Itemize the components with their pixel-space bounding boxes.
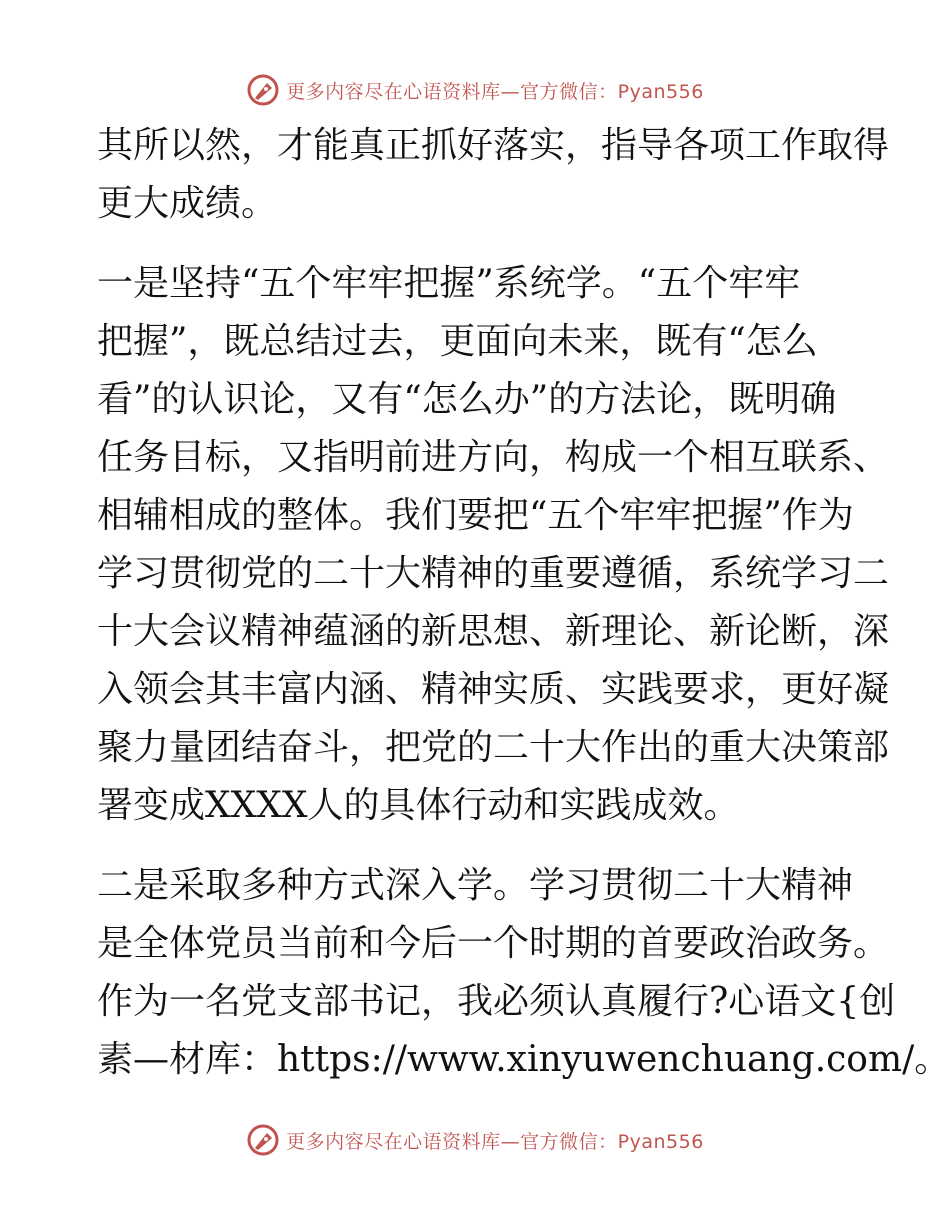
footer-watermark xyxy=(0,1120,950,1160)
watermark-text: 更多内容尽在心语资料库—官方微信：Pyan556 xyxy=(286,80,704,103)
fountain-pen-nib-in-circle-icon xyxy=(246,1123,280,1157)
paragraph-point-one xyxy=(97,255,890,835)
text-line: 二是采取多种方式深入学。学习贯彻二十大精神 xyxy=(97,865,854,906)
text-line: 入领会其丰富内涵、精神实质、实践要求，更好凝 xyxy=(97,669,890,710)
paragraph-intro-continuation xyxy=(97,117,890,233)
text-line: 作为一名党支部书记，我必须认真履行?心语文{创 xyxy=(97,981,896,1022)
text-line: 其所以然，才能真正抓好落实，指导各项工作取得 xyxy=(97,125,890,166)
text-line: 聚力量团结奋斗，把党的二十大作出的重大决策部 xyxy=(97,727,890,768)
text-line: 更大成绩。 xyxy=(97,183,278,224)
text-line: 把握”，既总结过去，更面向未来，既有“怎么 xyxy=(97,321,818,362)
document-body xyxy=(97,117,950,1111)
text-line: 看”的认识论，又有“怎么办”的方法论，既明确 xyxy=(97,379,837,420)
header-watermark xyxy=(0,70,950,110)
text-line: 一是坚持“五个牢牢把握”系统学。“五个牢牢 xyxy=(97,263,801,304)
fountain-pen-nib-in-circle-icon xyxy=(246,73,280,107)
text-line: 学习贯彻党的二十大精神的重要遵循，系统学习二 xyxy=(97,553,890,594)
text-line: 素—材库：https://www.xinyuwenchuang.com/。 xyxy=(97,1039,950,1080)
watermark-text: 更多内容尽在心语资料库—官方微信：Pyan556 xyxy=(286,1130,704,1153)
text-line: 十大会议精神蕴涵的新思想、新理论、新论断，深 xyxy=(97,611,890,652)
text-line: 相辅相成的整体。我们要把“五个牢牢把握”作为 xyxy=(97,495,854,536)
paragraph-point-two xyxy=(97,857,950,1089)
text-line: 署变成XXXX人的具体行动和实践成效。 xyxy=(97,785,740,826)
text-line: 任务目标，又指明前进方向，构成一个相互联系、 xyxy=(97,437,890,478)
text-line: 是全体党员当前和今后一个时期的首要政治政务。 xyxy=(97,923,890,964)
